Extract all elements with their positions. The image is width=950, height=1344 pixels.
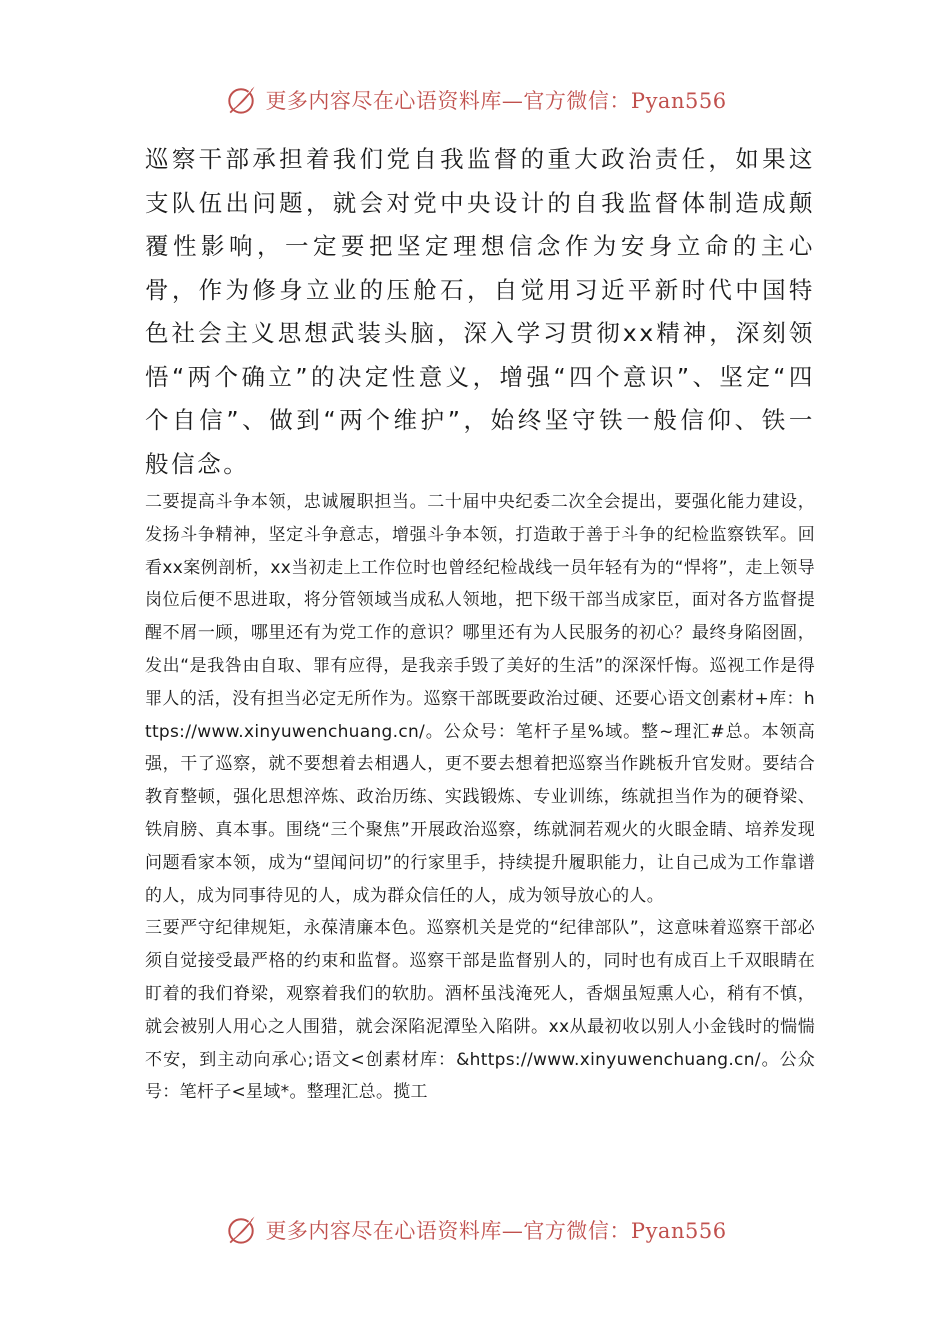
banner-text: 更多内容尽在心语资料库—官方微信：Pyan556 <box>265 1219 727 1243</box>
document-body <box>145 138 815 1109</box>
paragraph-2: 二要提高斗争本领，忠诚履职担当。二十届中央纪委二次全会提出，要强化能力建设，发扬斗争精神，坚定斗争意志，增强斗争本领，打造敢于善于斗争的纪检监察铁军。回看xx案例剖析，xx当初走上工作位时也曾经纪检战线一员年轻有为的“悍将”，走上领导岗位后便不思进取，将分管领域当成私人领地，把下级干部当成家臣，面对各方监督提醒不屑一顾，哪里还有为党工作的意识？哪里还有为人民服务的初心？最终身陷囹圄，发出“是我咎由自取、罪有应得，是我亲手毁了美好的生活”的深深忏悔。巡视工作是得罪人的活，没有担当必定无所作为。巡察干部既要政治过硬、还要心语文创素材+库：https://www.xinyuwenchuang.cn/。公众号：笔杆子星%域。整~理汇#总。本领高强，干了巡察，就不要想着去相遇人，更不要去想着把巡察当作跳板升官发财。要结合教育整顿，强化思想淬炼、政治历练、实践锻炼、专业训练，练就担当作为的硬脊梁、铁肩膀、真本事。围绕“三个聚焦”开展政治巡察，练就洞若观火的火眼金睛、培养发现问题看家本领，成为“望闻问切”的行家里手，持续提升履职能力，让自己成为工作靠谱的人，成为同事待见的人，成为群众信任的人，成为领导放心的人。 <box>145 492 815 906</box>
footer-banner <box>0 1210 950 1250</box>
header-banner <box>0 80 950 120</box>
paragraph-3: 三要严守纪律规矩，永葆清廉本色。巡察机关是党的“纪律部队”，这意味着巡察干部必须自觉接受最严格的约束和监督。巡察干部是监督别人的，同时也有成百上千双眼睛在盯着的我们脊梁，观察着我们的软肋。酒杯虽浅淹死人，香烟虽短熏人心，稍有不慎，就会被别人用心之人围猎，就会深陷泥潭坠入陷阱。xx从最初收以别人小金钱时的惴惴不安，到主动向承心;语文<创素材库：&https://www.xinyuwenchuang.cn/。公众号：笔杆子<星域*。整理汇总。揽工 <box>145 918 815 1103</box>
banner-text: 更多内容尽在心语资料库—官方微信：Pyan556 <box>265 89 727 113</box>
quill-pen-icon <box>223 1212 259 1248</box>
lead-paragraph: 巡察干部承担着我们党自我监督的重大政治责任，如果这支队伍出问题，就会对党中央设计的自我监督体制造成颠覆性影响，一定要把坚定理想信念作为安身立命的主心骨，作为修身立业的压舱石，自觉用习近平新时代中国特色社会主义思想武装头脑，深入学习贯彻xx精神，深刻领悟“两个确立”的决定性意义，增强“四个意识”、坚定“四个自信”、做到“两个维护”，始终坚守铁一般信仰、铁一般信念。 <box>145 145 815 478</box>
quill-pen-icon <box>223 82 259 118</box>
